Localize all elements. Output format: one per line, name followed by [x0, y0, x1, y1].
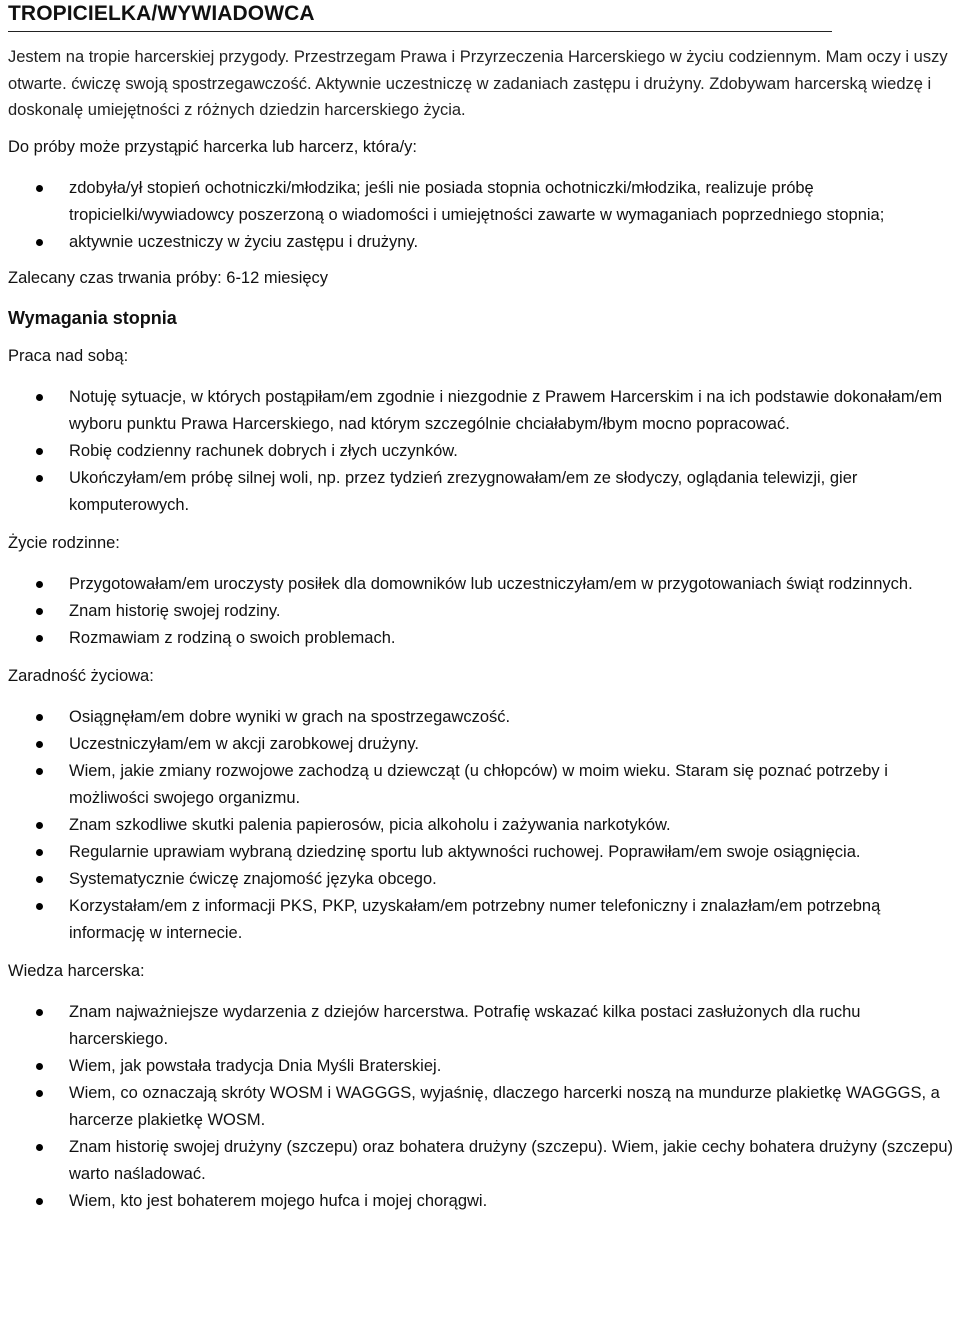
bullet-icon — [36, 185, 43, 192]
list-item — [8, 384, 956, 438]
list-item — [8, 175, 956, 229]
list-item — [8, 1080, 956, 1134]
list-item-text: Ukończyłam/em próbę silnej woli, np. przez tydzień zrezygnowałam/em ze słodyczy, oglądania telewizji, gier komputerowych. — [69, 468, 858, 514]
bullet-icon — [36, 876, 43, 883]
list-item-text: Wiem, co oznaczają skróty WOSM i WAGGGS, wyjaśnię, dlaczego harcerki noszą na mundurze plakietkę WAGGGS, a harcerze plakietkę WOSM. — [69, 1083, 940, 1129]
list-item — [8, 704, 956, 731]
list-item — [8, 839, 956, 866]
list-item-text: Wiem, jakie zmiany rozwojowe zachodzą u dziewcząt (u chłopców) w moim wieku. Staram się poznać potrzeby i możliwości swojego organizmu. — [69, 761, 888, 807]
list-item — [8, 571, 956, 598]
list-item — [8, 1188, 956, 1215]
section-list-life-skills — [8, 704, 956, 947]
list-item — [8, 731, 956, 758]
bullet-icon — [36, 1144, 43, 1151]
list-item-text: Wiem, kto jest bohaterem mojego hufca i mojej chorągwi. — [69, 1191, 488, 1210]
list-item — [8, 625, 956, 652]
list-item-text: zdobyła/ył stopień ochotniczki/młodzika; jeśli nie posiada stopnia ochotniczki/młodzika, realizuje próbę tropicielki/wywiadowcy poszerzoną o wiadomości i umiejętności zawarte w wymaganiach poprzedniego stopnia; — [69, 178, 885, 224]
list-item-text: Przygotowałam/em uroczysty posiłek dla domowników lub uczestniczyłam/em w przygotowaniach świąt rodzinnych. — [69, 574, 913, 593]
section-label-family-life: Życie rodzinne: — [8, 533, 120, 552]
bullet-icon — [36, 1009, 43, 1016]
eligibility-label: Do próby może przystąpić harcerka lub harcerz, która/y: — [8, 137, 417, 156]
list-item-text: Systematycznie ćwiczę znajomość języka obcego. — [69, 869, 437, 888]
list-item-text: Osiągnęłam/em dobre wyniki w grach na spostrzegawczość. — [69, 707, 511, 726]
bullet-icon — [36, 1198, 43, 1205]
list-item-text: Korzystałam/em z informacji PKS, PKP, uzyskałam/em potrzebny numer telefoniczny i znalazłam/em potrzebną informację w internecie. — [69, 896, 881, 942]
list-item — [8, 893, 956, 947]
list-item-text: Robię codzienny rachunek dobrych i złych uczynków. — [69, 441, 458, 460]
bullet-icon — [36, 822, 43, 829]
list-item-text: Znam najważniejsze wydarzenia z dziejów harcerstwa. Potrafię wskazać kilka postaci zasłużonych dla ruchu harcerskiego. — [69, 1002, 861, 1048]
section-list-self-work — [8, 384, 956, 519]
list-item-text: Notuję sytuacje, w których postąpiłam/em zgodnie i niezgodnie z Prawem Harcerskim i na ich podstawie dokonałam/em wyboru punktu Prawa Harcerskiego, nad którym szczególnie chciałabym/łbym mocno popracować. — [69, 387, 943, 433]
bullet-icon — [36, 768, 43, 775]
duration-text: Zalecany czas trwania próby: 6-12 miesięcy — [8, 268, 329, 287]
list-item — [8, 465, 956, 519]
bullet-icon — [36, 475, 43, 482]
bullet-icon — [36, 1063, 43, 1070]
list-item — [8, 1053, 956, 1080]
list-item — [8, 438, 956, 465]
bullet-icon — [36, 714, 43, 721]
intro-paragraph: Jestem na tropie harcerskiej przygody. Przestrzegam Prawa i Przyrzeczenia Harcerskiego w życiu codziennym. Mam oczy i uszy otwarte. ćwiczę swoją spostrzegawczość. Aktywnie uczestniczę w zadaniach zastępu i drużyny. Zdobywam harcerską wiedzę i doskonalę umiejętności z różnych dziedzin harcerskiego życia. — [8, 48, 948, 119]
section-label-scout-knowledge: Wiedza harcerska: — [8, 961, 145, 980]
bullet-icon — [36, 1090, 43, 1097]
bullet-icon — [36, 608, 43, 615]
section-label-self-work: Praca nad sobą: — [8, 346, 129, 365]
list-item — [8, 229, 956, 256]
bullet-icon — [36, 581, 43, 588]
list-item-text: aktywnie uczestniczy w życiu zastępu i drużyny. — [69, 232, 419, 251]
bullet-icon — [36, 239, 43, 246]
list-item — [8, 866, 956, 893]
bullet-icon — [36, 903, 43, 910]
bullet-icon — [36, 448, 43, 455]
section-list-scout-knowledge — [8, 999, 956, 1215]
list-item-text: Uczestniczyłam/em w akcji zarobkowej drużyny. — [69, 734, 419, 753]
eligibility-list — [8, 175, 956, 256]
list-item-text: Znam historię swojej drużyny (szczepu) oraz bohatera drużyny (szczepu). Wiem, jakie cechy bohatera drużyny (szczepu) warto naśladować. — [69, 1137, 954, 1183]
requirements-heading: Wymagania stopnia — [8, 307, 177, 328]
list-item-text: Wiem, jak powstała tradycja Dnia Myśli Braterskiej. — [69, 1056, 442, 1075]
bullet-icon — [36, 635, 43, 642]
bullet-icon — [36, 849, 43, 856]
list-item — [8, 598, 956, 625]
list-item-text: Regularnie uprawiam wybraną dziedzinę sportu lub aktywności ruchowej. Poprawiłam/em swoje osiągnięcia. — [69, 842, 861, 861]
list-item-text: Znam historię swojej rodziny. — [69, 601, 281, 620]
title-underline — [8, 31, 832, 32]
list-item — [8, 1134, 956, 1188]
section-label-life-skills: Zaradność życiowa: — [8, 666, 154, 685]
bullet-icon — [36, 394, 43, 401]
document-page — [8, 0, 956, 1215]
bullet-icon — [36, 741, 43, 748]
list-item-text: Znam szkodliwe skutki palenia papierosów, picia alkoholu i zażywania narkotyków. — [69, 815, 671, 834]
list-item — [8, 999, 956, 1053]
list-item-text: Rozmawiam z rodziną o swoich problemach. — [69, 628, 396, 647]
section-list-family-life — [8, 571, 956, 652]
list-item — [8, 812, 956, 839]
list-item — [8, 758, 956, 812]
page-title: TROPICIELKA/WYWIADOWCA — [8, 2, 315, 25]
